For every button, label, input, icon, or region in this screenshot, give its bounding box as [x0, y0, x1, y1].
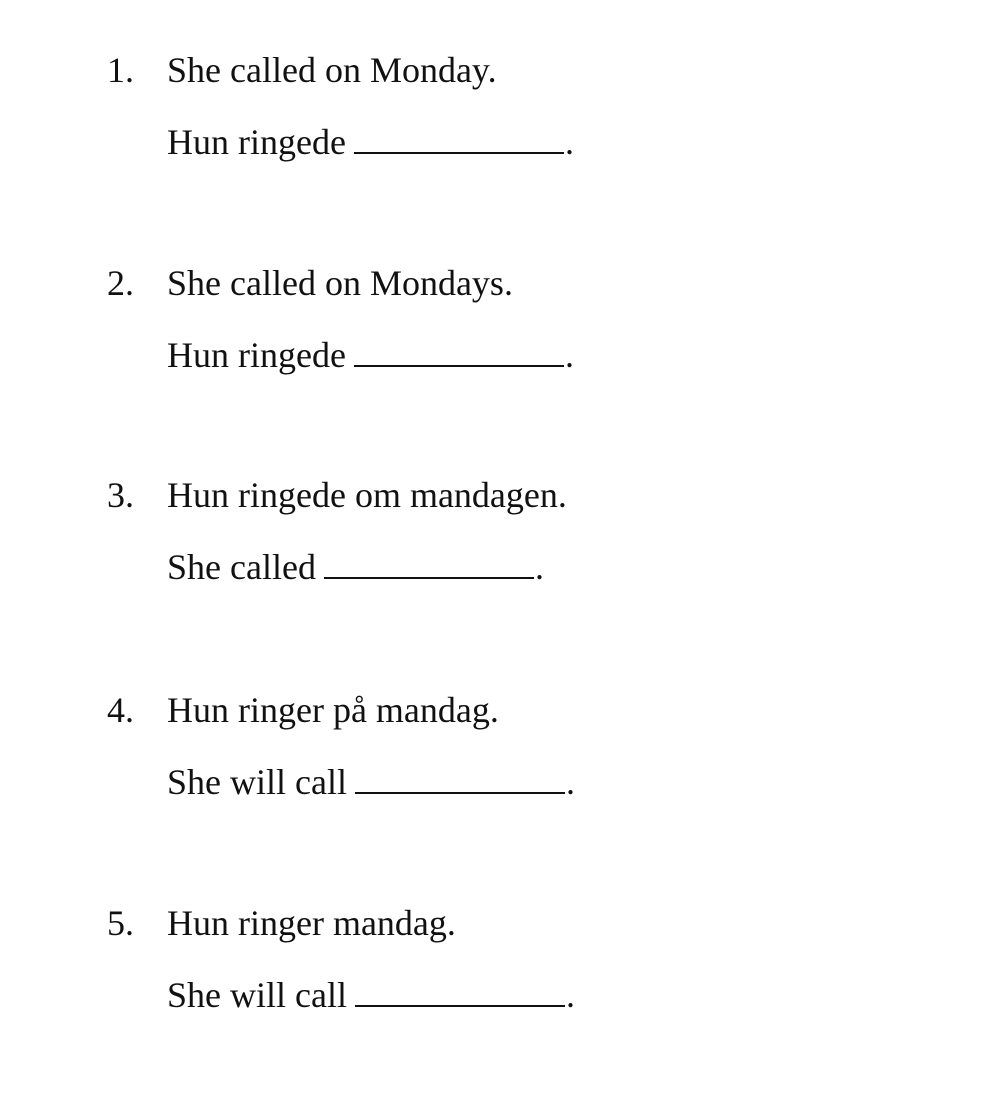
item-number: 2. — [107, 263, 134, 303]
item-number: 5. — [107, 903, 134, 943]
answer-blank[interactable] — [354, 335, 564, 367]
item-prompt: Hun ringede om mandagen. — [167, 475, 567, 515]
item-prompt: She called on Mondays. — [167, 263, 513, 303]
answer-blank[interactable] — [355, 975, 565, 1007]
item-answer-line — [167, 971, 575, 1019]
item-prompt: Hun ringer på mandag. — [167, 690, 499, 730]
exercise-item-3 — [107, 471, 967, 621]
answer-end: . — [534, 547, 544, 587]
answer-end: . — [565, 975, 575, 1015]
item-number: 4. — [107, 690, 134, 730]
exercise-item-2 — [107, 259, 967, 409]
item-prompt-line — [107, 471, 567, 519]
item-answer-line — [167, 118, 574, 166]
item-answer-line — [167, 543, 544, 591]
answer-blank[interactable] — [355, 762, 565, 794]
item-prompt-line — [107, 46, 497, 94]
exercise-item-4 — [107, 686, 967, 836]
item-prompt: Hun ringer mandag. — [167, 903, 456, 943]
answer-lead: Hun ringede — [167, 122, 346, 162]
exercise-item-1 — [107, 46, 967, 196]
item-prompt-line — [107, 686, 499, 734]
item-prompt-line — [107, 259, 513, 307]
answer-blank[interactable] — [354, 122, 564, 154]
item-prompt-line — [107, 899, 456, 947]
answer-lead: She called — [167, 547, 316, 587]
item-number: 3. — [107, 475, 134, 515]
item-answer-line — [167, 758, 575, 806]
item-answer-line — [167, 331, 574, 379]
exercise-item-5 — [107, 899, 967, 1049]
answer-end: . — [564, 122, 574, 162]
answer-lead: Hun ringede — [167, 335, 346, 375]
answer-lead: She will call — [167, 975, 347, 1015]
answer-end: . — [564, 335, 574, 375]
item-number: 1. — [107, 50, 134, 90]
item-prompt: She called on Monday. — [167, 50, 497, 90]
answer-lead: She will call — [167, 762, 347, 802]
answer-end: . — [565, 762, 575, 802]
answer-blank[interactable] — [324, 547, 534, 579]
